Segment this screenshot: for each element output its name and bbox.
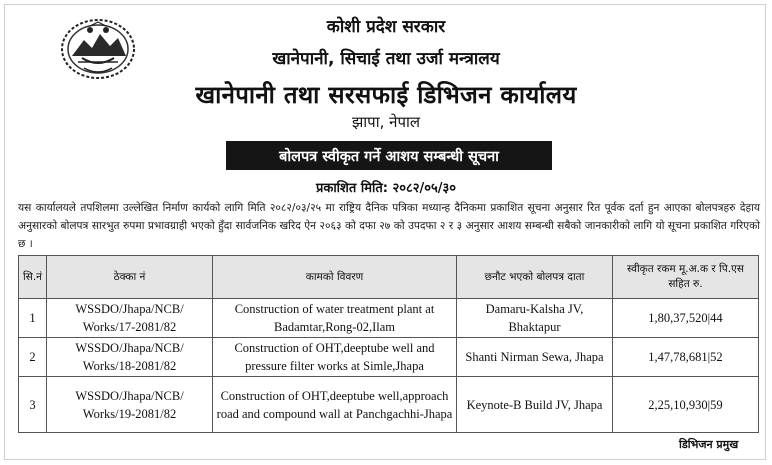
cell-sn: 2 — [19, 338, 47, 377]
cell-contract-no: WSSDO/Jhapa/NCB/ Works/19-2081/82 — [47, 377, 213, 433]
cell-amount: 1,47,78,681|52 — [613, 338, 759, 377]
table-row — [19, 338, 759, 377]
header-description: कामको विवरण — [213, 256, 457, 299]
notice-body: यस कार्यालयले तपशिलमा उल्लेखित निर्माण कार्यको लागि मिति २०८२/०३/२५ मा राष्ट्रिय दैनिक पत्रिका मध्यान्ह दैनिकमा प्रकाशित सूचना अनुसार रित पूर्वक दर्ता हुन आएका बोलपत्रहरु देहाय अनुसारको बोलपत्र सारभुत रुपमा प्रभावग्राही भएको हुँदा सार्वजनिक खरिद ऐन २०६३ को दफा २७ को उपदफा २ र ३ अनुसार आशय सम्बन्धी सबैको जानकारीको लागि यो सूचना प्रकाशित गरिएको छ । — [18, 202, 760, 250]
table-row — [19, 299, 759, 338]
cell-amount: 2,25,10,930|59 — [613, 377, 759, 433]
cell-amount: 1,80,37,520|44 — [613, 299, 759, 338]
cell-contract-no: WSSDO/Jhapa/NCB/ Works/18-2081/82 — [47, 338, 213, 377]
cell-bidder: Keynote-B Build JV, Jhapa — [457, 377, 613, 433]
bid-table — [18, 255, 759, 433]
cell-description: Construction of OHT,deeptube well,approach road and compound wall at Panchgachhi-Jhapa — [213, 377, 457, 433]
notice-title-banner — [226, 141, 552, 170]
published-date: प्रकाशित मिति: २०८२/०५/३० — [315, 181, 457, 196]
cell-sn: 1 — [19, 299, 47, 338]
office-location: झापा, नेपाल — [351, 113, 421, 131]
header-contract-no: ठेक्का नं — [47, 256, 213, 299]
notice-title: बोलपत्र स्वीकृत गर्ने आशय सम्बन्धी सूचना — [279, 148, 499, 165]
cell-sn: 3 — [19, 377, 47, 433]
office-name: खानेपानी तथा सरसफाई डिभिजन कार्यालय — [195, 81, 577, 109]
signer-title: डिभिजन प्रमुख — [679, 438, 739, 451]
cell-description: Construction of OHT,deeptube well and pressure filter works at Simle,Jhapa — [213, 338, 457, 377]
cell-description: Construction of water treatment plant at Badamtar,Rong-02,Ilam — [213, 299, 457, 338]
table-row — [19, 377, 759, 433]
cell-bidder: Damaru-Kalsha JV, Bhaktapur — [457, 299, 613, 338]
header-sn: सि.नं — [19, 256, 47, 299]
government-name: कोशी प्रदेश सरकार — [326, 17, 446, 37]
header-bidder: छनौट भएको बोलपत्र दाता — [457, 256, 613, 299]
header-amount: स्वीकृत रकम मू.अ.क र पि.एस सहित रु. — [613, 256, 759, 299]
table-header-row — [19, 256, 759, 299]
ministry-name: खानेपानी, सिचाई तथा उर्जा मन्त्रालय — [272, 49, 500, 69]
cell-contract-no: WSSDO/Jhapa/NCB/ Works/17-2081/82 — [47, 299, 213, 338]
cell-bidder: Shanti Nirman Sewa, Jhapa — [457, 338, 613, 377]
